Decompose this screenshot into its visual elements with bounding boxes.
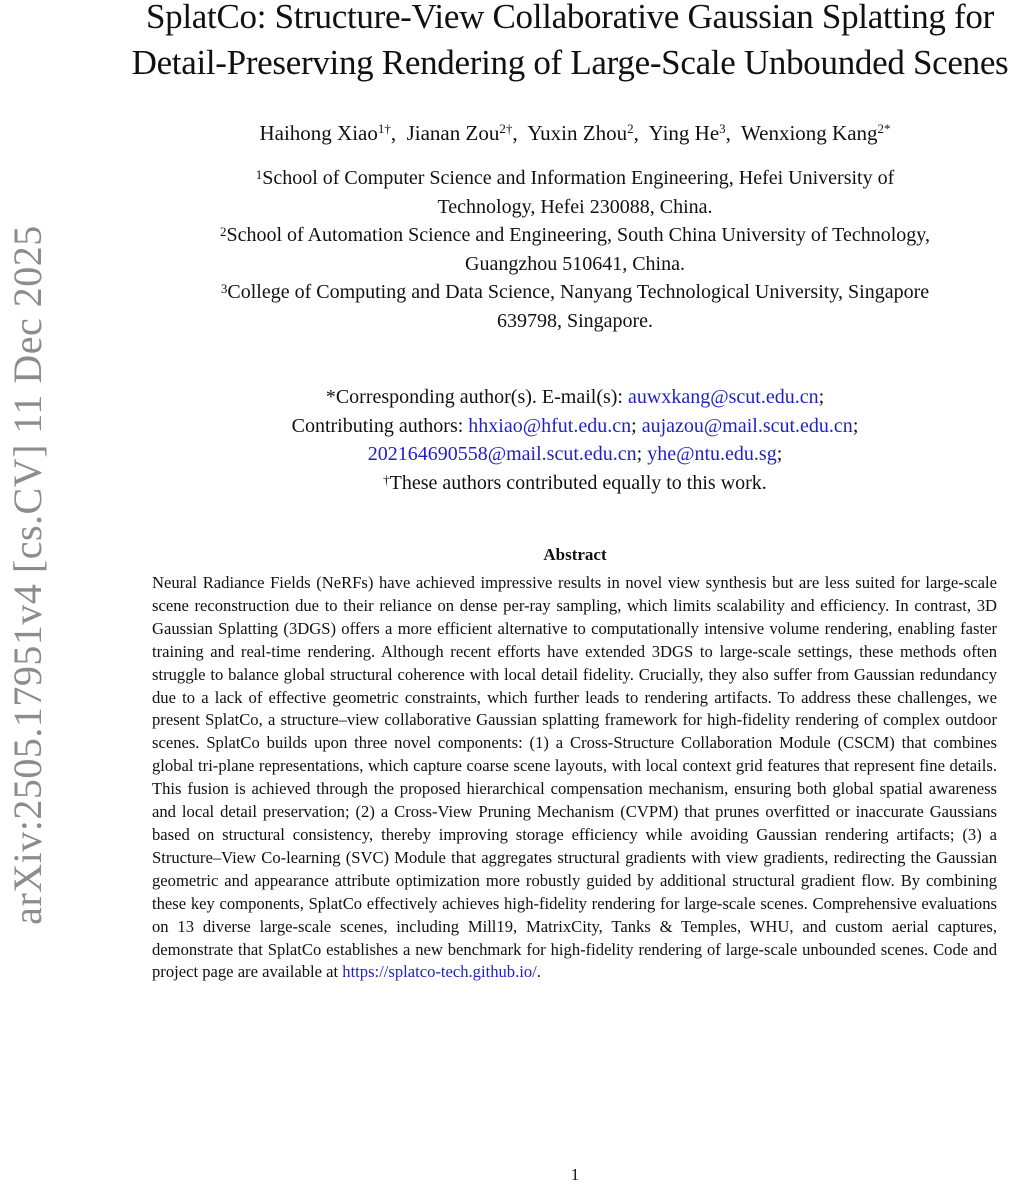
email-link[interactable]: aujazou@mail.scut.edu.cn bbox=[641, 414, 853, 437]
email-link[interactable]: yhe@ntu.edu.sg bbox=[647, 443, 777, 465]
arxiv-identifier-sidebar: arXiv:2505.17951v4 [cs.CV] 11 Dec 2025 bbox=[5, 225, 50, 925]
paper-title bbox=[120, 0, 1020, 86]
email-link[interactable]: 202164690558@mail.scut.edu.cn bbox=[367, 443, 637, 465]
author: Jianan Zou$^{2\dagger}$ bbox=[406, 121, 513, 145]
affiliation-3: $^3$College of Computing and Data Science, Nanyang Technological University, Singapore 639798, Singapore. bbox=[220, 281, 930, 332]
abstract-body: Neural Radiance Fields (NeRFs) have achieved impressive results in novel view synthesis but are less suited for large-scale scene reconstruction due to their reliance on dense per-ray sampling, which limits scalability and efficiency. In contrast, 3D Gaussian Splatting (3DGS) offers a more efficient alternative to computationally intensive volume rendering, enabling faster training and real-time rendering. Although recent efforts have extended 3DGS to large-scale settings, these methods often struggle to balance global structural coherence with local detail fidelity. Crucially, they also suffer from Gaussian redundancy due to a lack of effective geometric constraints, which further leads to rendering artifacts. To address these challenges, we present SplatCo, a structure–view collaborative Gaussian splatting framework for high-fidelity rendering of complex outdoor scenes. SplatCo builds upon three novel components: (1) a Cross-Structure Collaboration Module (CSCM) that combines global tri-plane representations, which capture coarse scene layouts, with local context grid features that represent fine details. This fusion is achieved through the proposed hierarchical compensation mechanism, ensuring both global spatial awareness and local detail preservation; (2) a Cross-View Pruning Mechanism (CVPM) that prunes overfitted or inaccurate Gaussians based on structural consistency, thereby improving storage efficiency while avoiding Gaussian rendering artifacts; (3) a Structure–View Co-learning (SVC) Module that aggregates structural gradients with view gradients, redirecting the Gaussian geometric and appearance attribute optimization more robustly guided by additional structural gradient flow. By combining these key components, SplatCo effectively achieves high-fidelity rendering for large-scale scenes. Comprehensive evaluations on 13 diverse large-scale scenes, including Mill19, MatrixCity, Tanks & Temples, WHU, and custom aerial captures, demonstrate that SplatCo establishes a new benchmark for high-fidelity rendering of large-scale unbounded scenes. Code and project page are available at https://splatco-tech.github.io/. bbox=[152, 573, 997, 982]
abstract-heading: Abstract bbox=[543, 545, 607, 564]
affiliations bbox=[130, 164, 1020, 335]
page-number: 1 bbox=[570, 1165, 580, 1184]
contributing-authors-line: Contributing authors: hhxiao@hfut.edu.cn; aujazou@mail.scut.edu.cn; bbox=[291, 414, 859, 437]
affiliation-2: $^2$School of Automation Science and Engineering, South China University of Technology, Guangzhou 510641, China. bbox=[220, 224, 930, 275]
author: Ying He$^3$ bbox=[648, 121, 726, 145]
project-page-link[interactable]: https://splatco-tech.github.io/ bbox=[342, 962, 537, 982]
author: Haihong Xiao$^{1\dagger}$ bbox=[259, 121, 391, 145]
email-link[interactable]: hhxiao@hfut.edu.cn bbox=[468, 414, 632, 437]
equal-contribution-note: †These authors contributed equally to this work. bbox=[383, 471, 767, 494]
affiliation-1: $^1$School of Computer Science and Information Engineering, Hefei University of Technology, Hefei 230088, China. bbox=[255, 167, 895, 218]
title-line-2: Detail-Preserving Rendering of Large-Scale Unbounded Scenes bbox=[131, 43, 1009, 82]
author: Wenxiong Kang$^{2*}$ bbox=[741, 121, 891, 145]
author: Yuxin Zhou$^2$ bbox=[527, 121, 634, 145]
abstract-text: Neural Radiance Fields (NeRFs) have achieved impressive results in novel view synthesis but are less suited for large-scale scene reconstruction due to their reliance on dense per-ray sampling, which limits scalability and efficiency. In contrast, 3D Gaussian Splatting (3DGS) offers a more efficient alternative to computationally intensive volume rendering, enabling faster training and real-time rendering. Although recent efforts have extended 3DGS to large-scale settings, these methods often struggle to balance global structural coherence with local detail fidelity. Crucially, they also suffer from Gaussian redundancy due to a lack of effective geometric constraints, which further leads to rendering artifacts. To address these challenges, we present SplatCo, a structure–view collaborative Gaussian splatting framework for high-fidelity rendering of complex outdoor scenes. SplatCo builds upon three novel components: (1) a Cross-Structure Collaboration Module (CSCM) that combines global tri-plane representations, which capture coarse scene layouts, with local context grid features that represent fine details. This fusion is achieved through the proposed hierarchical compensation mechanism, ensuring both global spatial awareness and local detail preservation; (2) a Cross-View Pruning Mechanism (CVPM) that prunes overfitted or inaccurate Gaussians based on structural consistency, thereby improving storage efficiency while avoiding Gaussian rendering artifacts; (3) a Structure–View Co-learning (SVC) Module that aggregates structural gradients with view gradients, redirecting the Gaussian geometric and appearance attribute optimization more robustly guided by additional structural gradient flow. By combining these key components, SplatCo effectively achieves high-fidelity rendering for large-scale scenes. Comprehensive evaluations on 13 diverse large-scale scenes, including Mill19, MatrixCity, Tanks & Temples, WHU, and custom aerial captures, demonstrate that SplatCo establishes a new benchmark for high-fidelity rendering of large-scale unbounded scenes. Code and project page are available at bbox=[152, 573, 997, 982]
author-list: Haihong Xiao$^{1\dagger}$, Jianan Zou$^{2\dagger}$, Yuxin Zhou$^2$, Ying He$^3$, Wenxiong Kang$^{2*}$ bbox=[259, 121, 891, 145]
title-line-1: SplatCo: Structure-View Collaborative Gaussian Splatting for bbox=[146, 0, 994, 36]
contributing-authors-line-2: 202164690558@mail.scut.edu.cn; yhe@ntu.edu.sg; bbox=[367, 443, 783, 465]
email-link-corresponding[interactable]: auwxkang@scut.edu.cn bbox=[628, 386, 819, 408]
contact-info bbox=[150, 383, 1000, 497]
corresponding-author-line: *Corresponding author(s). E-mail(s): auwxkang@scut.edu.cn; bbox=[325, 386, 825, 408]
